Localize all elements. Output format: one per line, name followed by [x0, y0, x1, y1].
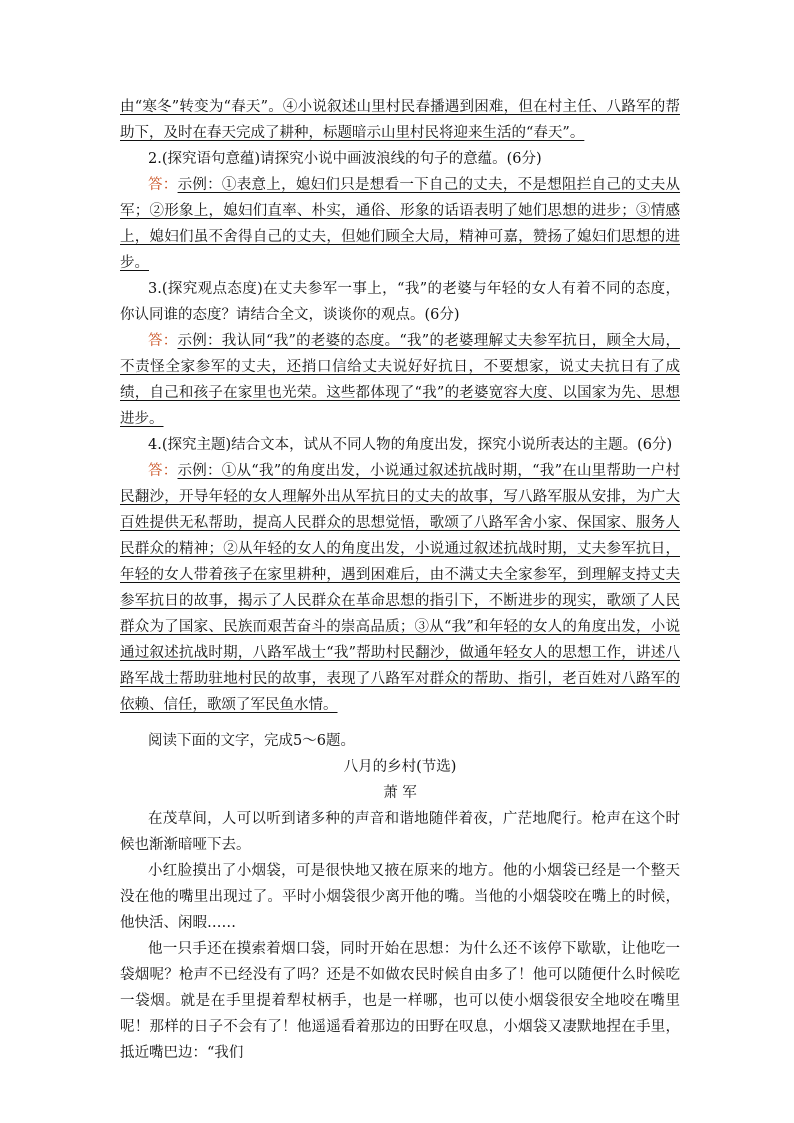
reading-instruction: 阅读下面的文字，完成5～6题。	[148, 733, 355, 749]
answer-4-text: 示例：①从“我”的角度出发，小说通过叙述抗战时期，“我”在山里帮助一户村民翻沙，开导年轻的女人理解外出从军抗日的丈夫的故事，写八路军服从安排，为广大百姓提供无私帮助，提高人民群众的思想觉悟，歌颂了八路军舍小家、保国家、服务人民群众的精神；②从年轻的女人的角度出发，小说通过叙述抗战时期，丈夫参军抗日，年轻的女人带着孩子在家里耕种，遇到困难后，由不满丈夫全家参军，到理解支持丈夫参军抗日的故事，揭示了人民群众在革命思想的指引下，不断进步的现实，歌颂了人民群众为了国家、民族而艰苦奋斗的崇高品质；③从“我”和年轻的女人的角度出发，小说通过叙述抗战时期，八路军战士“我”帮助村民翻沙，做通年轻女人的思想工作，讲述八路军战士帮助驻地村民的故事，表现了八路军对群众的帮助、指引，老百姓对八路军的依赖、信任，歌颂了军民鱼水情。	[120, 463, 681, 713]
answer-1-tail: 由“寒冬”转变为“春天”。④小说叙述山里村民春播遇到困难，但在村主任、八路军的帮助下，及时在春天完成了耕种，标题暗示山里村民将迎来生活的“春天”。	[120, 99, 680, 141]
answer-label: 答：	[148, 177, 178, 193]
answer-4	[120, 458, 680, 718]
question-3: 3.(探究观点态度)在丈夫参军一事上，“我”的老婆与年轻的女人有着不同的态度，你认同谁的态度？请结合全文，谈谈你的观点。(6分)	[120, 281, 680, 323]
answer-2-text: 示例：①表意上，媳妇们只是想看一下自己的丈夫，不是想阻拦自己的丈夫从军；②形象上，媳妇们直率、朴实，通俗、形象的话语表明了她们思想的进步；③情感上，媳妇们虽不舍得自己的丈夫，但她们顾全大局，精神可嘉，赞扬了媳妇们思想的进步。	[120, 177, 681, 271]
question-2: 2.(探究语句意蕴)请探究小说中画波浪线的句子的意蕴。(6分)	[148, 151, 542, 167]
passage-author: 萧 军	[383, 785, 417, 801]
answer-label: 答：	[148, 463, 178, 479]
answer-3	[120, 328, 680, 432]
passage-paragraph-1: 在茂草间，人可以听到诸多种的声音和谐地随伴着夜，广茫地爬行。枪声在这个时候也渐渐暗哑下去。	[120, 811, 680, 853]
passage-paragraph-2: 小红脸摸出了小烟袋，可是很快地又掖在原来的地方。他的小烟袋已经是一个整天没在他的嘴里出现过了。平时小烟袋很少离开他的嘴。当他的小烟袋咬在嘴上的时候，他快活、闲暇……	[120, 863, 680, 931]
question-4: 4.(探究主题)结合文本，试从不同人物的角度出发，探究小说所表达的主题。(6分)	[148, 437, 673, 453]
passage-paragraph-3: 他一只手还在摸索着烟口袋，同时开始在思想：为什么还不该停下歇歇，让他吃一袋烟呢？枪声不已经没有了吗？还是不如做农民时候自由多了！他可以随便什么时候吃一袋烟。就是在手里提着犁杖柄手，也是一样哪，也可以使小烟袋很安全地咬在嘴里呢！那样的日子不会有了！他遥遥看着那边的田野在叹息，小烟袋又凄默地捏在手里，抵近嘴巴边：“我们	[120, 941, 680, 1061]
answer-label: 答：	[148, 333, 178, 349]
passage-title: 八月的乡村(节选)	[343, 759, 457, 775]
answer-3-text: 示例：我认同“我”的老婆的态度。“我”的老婆理解丈夫参军抗日，顾全大局，不责怪全家参军的丈夫，还捎口信给丈夫说好好抗日，不要想家，说丈夫抗日有了成绩，自己和孩子在家里也光荣。这些都体现了“我”的老婆宽容大度、以国家为先、思想进步。	[120, 333, 681, 427]
answer-continuation	[120, 94, 680, 146]
document-body	[120, 94, 680, 1066]
answer-2	[120, 172, 680, 276]
